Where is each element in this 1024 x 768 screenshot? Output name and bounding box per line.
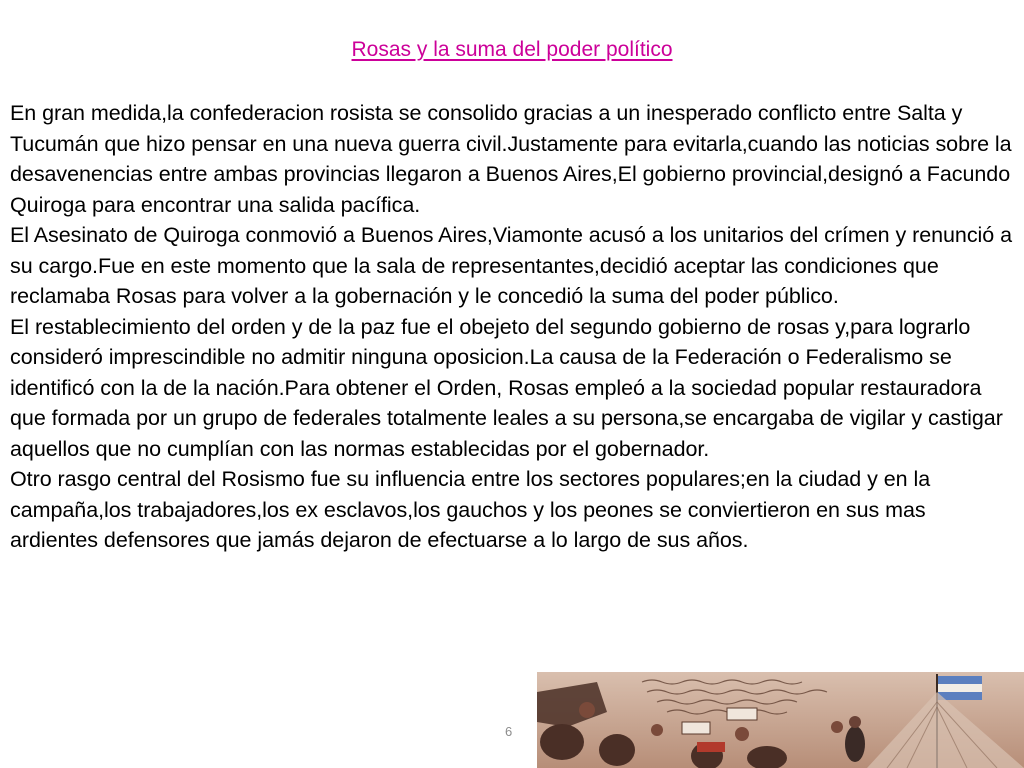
- paragraph-1: En gran medida,la confederacion rosista se consolido gracias a un inesperado conflicto entre Salta y Tucumán que hizo pensar en una nueva guerra civil.Justamente para evitarla,cuando las noticias sobre la desavenencias entre ambas provincias llegaron a Buenos Aires,El gobierno provincial,designó a Facundo Quiroga para encontrar una salida pacífica.: [10, 101, 1012, 217]
- slide-title: Rosas y la suma del poder político: [351, 38, 673, 61]
- paragraph-2: El Asesinato de Quiroga conmovió a Buenos Aires,Viamonte acusó a los unitarios del crímen y renunció a su cargo.Fue en este momento que la sala de representantes,decidió aceptar las condiciones que reclamaba Rosas para volver a la gobernación y le concedió la suma del poder público.: [10, 223, 1012, 308]
- page-number: 6: [505, 724, 513, 739]
- paragraph-3: El restablecimiento del orden y de la paz fue el obejeto del segundo gobierno de rosas y,para lograrlo consideró imprescindible no admitir ninguna oposicion.La causa de la Federación o Federalismo se identificó con la de la nación.Para obtener el Orden, Rosas empleó a la sociedad popular restauradora que formada por un grupo de federales totalmente leales a su persona,se encargaba de vigilar y castigar aquellos que no cumplían con las normas establecidas por el gobernador.: [10, 314, 1003, 461]
- paragraph-4: Otro rasgo central del Rosismo fue su influencia entre los sectores populares;en la ciudad y en la campaña,los trabajadores,los ex esclavos,los gauchos y los peones se conviertieron en sus mas ardientes defensores que jamás dejaron de efectuarse a lo largo de sus años.: [10, 467, 931, 552]
- historical-painting-icon: [537, 672, 1024, 768]
- slide-body: [10, 98, 1015, 556]
